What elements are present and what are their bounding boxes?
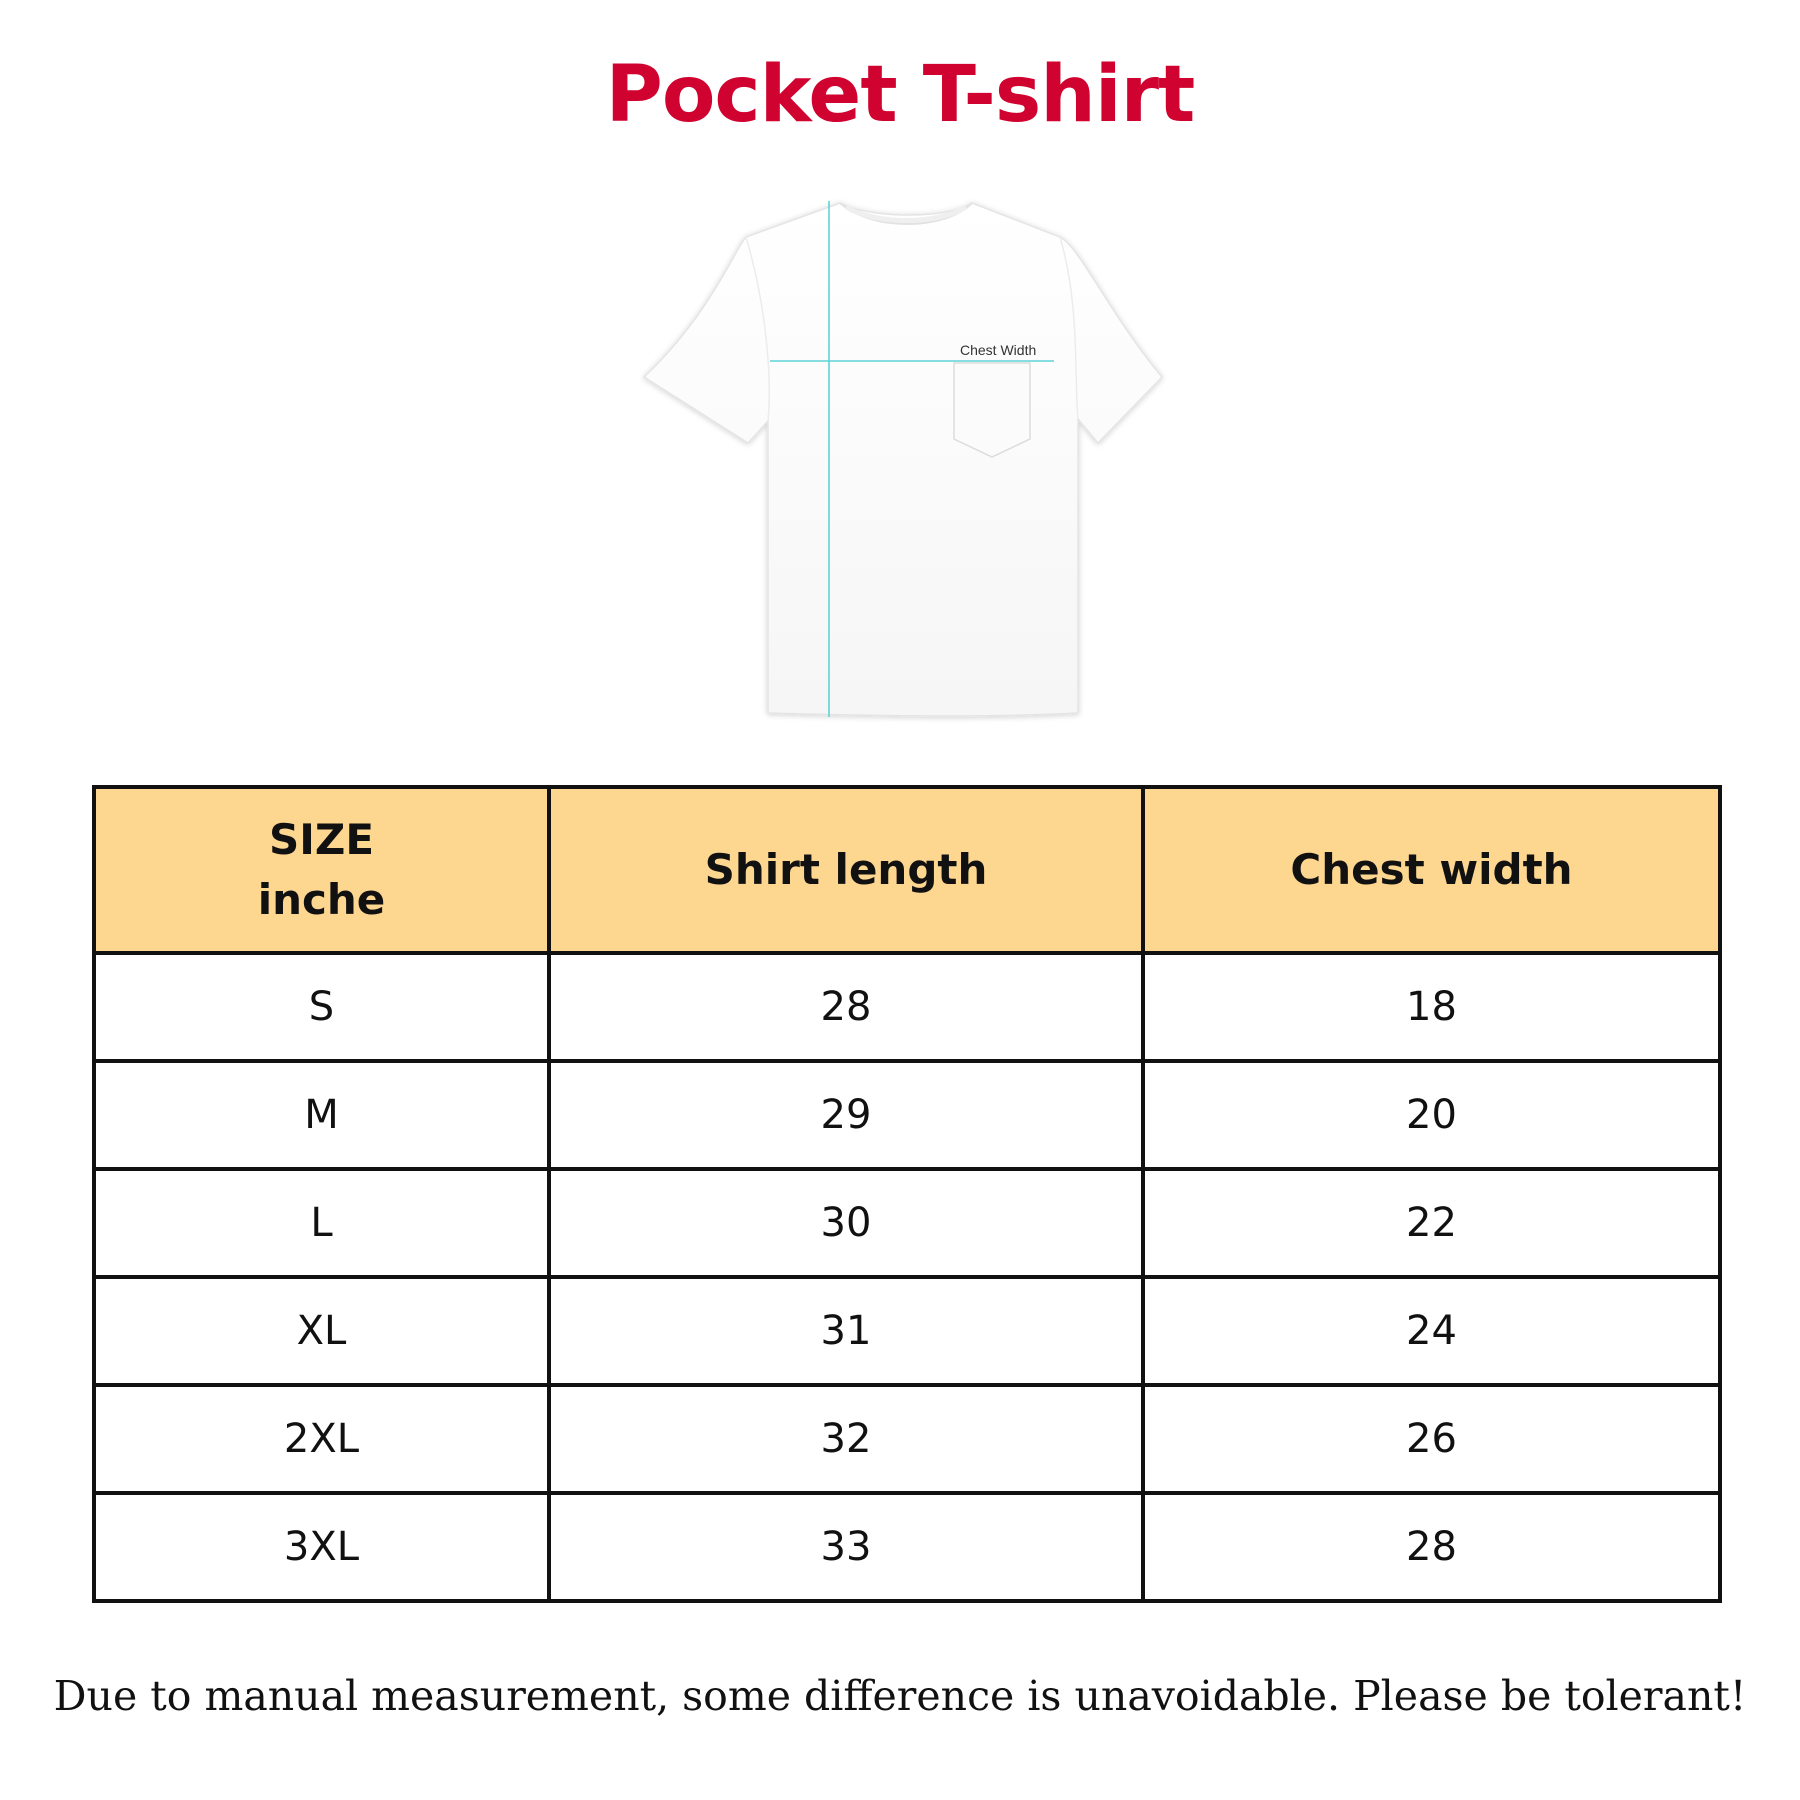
- cell-size: 2XL: [94, 1385, 549, 1493]
- t-shirt-icon: [640, 195, 1180, 735]
- cell-shirt-length: 30: [549, 1169, 1143, 1277]
- cell-chest-width: 18: [1143, 953, 1720, 1061]
- cell-chest-width: 22: [1143, 1169, 1720, 1277]
- shirt-body: [644, 203, 1162, 716]
- header-size-line2: inche: [257, 875, 386, 924]
- cell-chest-width: 28: [1143, 1493, 1720, 1601]
- footnote: Due to manual measurement, some difference is unavoidable. Please be tolerant!: [53, 1672, 1747, 1720]
- size-chart-table: [92, 785, 1722, 1603]
- cell-shirt-length: 28: [549, 953, 1143, 1061]
- cell-size: M: [94, 1061, 549, 1169]
- cell-size: XL: [94, 1277, 549, 1385]
- shirt-pocket: [954, 363, 1030, 457]
- table-row: [94, 1493, 1720, 1601]
- page-title: Pocket T-shirt: [605, 50, 1195, 140]
- t-shirt-illustration: [640, 195, 1180, 735]
- table-row: [94, 1385, 1720, 1493]
- header-chest-width: Chest width: [1143, 787, 1720, 953]
- cell-shirt-length: 33: [549, 1493, 1143, 1601]
- header-shirt-length: Shirt length: [549, 787, 1143, 953]
- table-header-row: [94, 787, 1720, 953]
- cell-shirt-length: 29: [549, 1061, 1143, 1169]
- cell-chest-width: 20: [1143, 1061, 1720, 1169]
- header-size: [94, 787, 549, 953]
- header-size-line1: SIZE: [268, 815, 375, 864]
- cell-chest-width: 26: [1143, 1385, 1720, 1493]
- table-row: [94, 1061, 1720, 1169]
- table-row: [94, 1169, 1720, 1277]
- cell-size: S: [94, 953, 549, 1061]
- cell-shirt-length: 32: [549, 1385, 1143, 1493]
- cell-shirt-length: 31: [549, 1277, 1143, 1385]
- cell-size: 3XL: [94, 1493, 549, 1601]
- chest-width-label: Chest Width: [960, 342, 1037, 358]
- table-row: [94, 1277, 1720, 1385]
- cell-chest-width: 24: [1143, 1277, 1720, 1385]
- cell-size: L: [94, 1169, 549, 1277]
- table-row: [94, 953, 1720, 1061]
